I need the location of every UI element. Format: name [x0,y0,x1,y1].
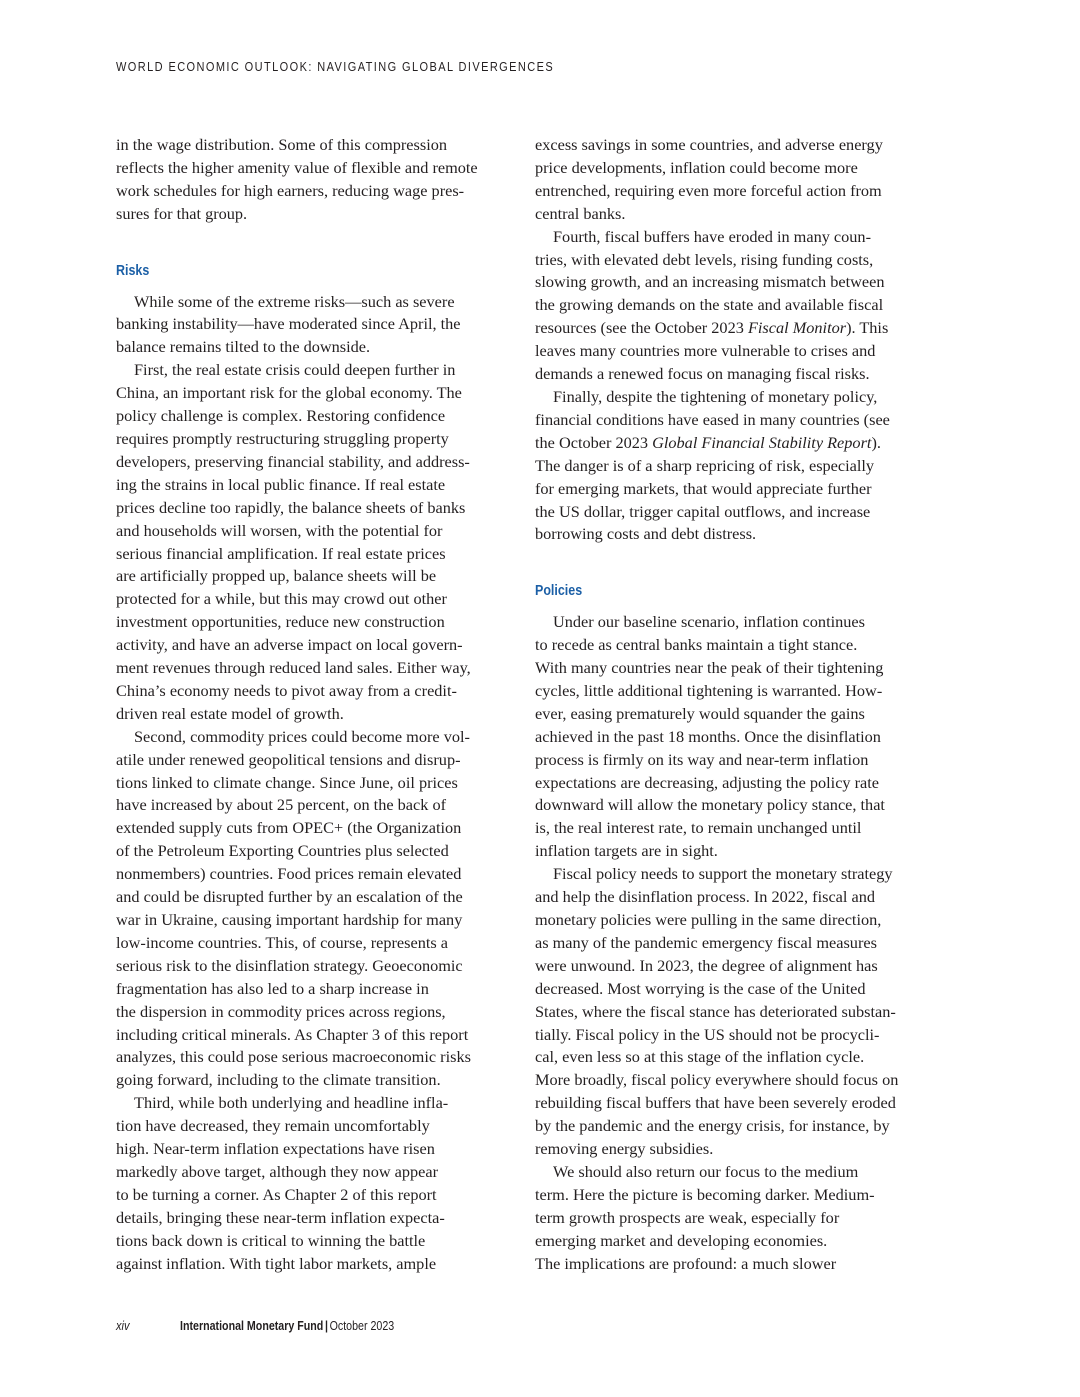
paragraph-policy-baseline [535,611,927,863]
text-line: ever, easing prematurely would squander the gains [535,703,865,723]
paragraph-policy-medium-term [535,1161,927,1276]
text-line: While some of the extreme risks—such as severe [134,291,455,311]
text-line: decreased. Most worrying is the case of the United [535,978,866,998]
text-line: to be turning a corner. As Chapter 2 of this report [116,1184,437,1204]
text-line: banking instability—have moderated since April, the [116,314,461,334]
text-line: is, the real interest rate, to remain unchanged until [535,818,862,838]
text-line: leaves many countries more vulnerable to crises and [535,341,876,361]
text-line: developers, preserving financial stability, and address- [116,451,470,471]
publication-title-gfsr: Global Financial Stability Report [652,432,872,452]
text-line: driven real estate model of growth. [116,703,344,723]
text-line: tion have decreased, they remain uncomfortably [116,1116,430,1136]
text-line: tries, with elevated debt levels, rising funding costs, [535,249,874,269]
text-line: analyzes, this could pose serious macroeconomic risks [116,1047,471,1067]
text-line: process is firmly on its way and near-term inflation [535,749,869,769]
paragraph-risk-third [116,1092,508,1275]
paragraph-risks-overview [116,291,508,360]
section-heading-risks: Risks [116,262,150,279]
text-line: high. Near-term inflation expectations have risen [116,1139,435,1159]
publisher-name: International Monetary Fund [180,1318,324,1333]
text-line: term growth prospects are weak, especially for [535,1207,840,1227]
text-line: tions linked to climate change. Since June, oil prices [116,772,458,792]
paragraph-risk-fourth [535,226,927,386]
publication-date: October 2023 [329,1318,395,1333]
text-line: borrowing costs and debt distress. [535,524,757,544]
text-fragment: ). This [846,318,889,338]
text-line: requires promptly restructuring struggling property [116,428,449,448]
text-line: Fiscal policy needs to support the monetary strategy [553,864,893,884]
right-column [535,134,927,1276]
text-line: slowing growth, and an increasing mismatch between [535,272,885,292]
text-line: details, bringing these near-term inflation expecta- [116,1207,445,1227]
text-line: tions back down is critical to winning the battle [116,1230,426,1250]
text-line: Under our baseline scenario, inflation continues [553,612,865,632]
text-line: inflation targets are in sight. [535,841,718,861]
text-line: More broadly, fiscal policy everywhere should focus on [535,1070,899,1090]
text-line: war in Ukraine, causing important hardship for many [116,910,463,929]
text-line: First, the real estate crisis could deepen further in [134,360,456,380]
text-line: the growing demands on the state and available fiscal [535,295,884,315]
text-line: The implications are profound: a much slower [535,1253,837,1273]
paragraph-continuation [535,134,927,226]
text-fragment: ). [871,432,881,452]
intro-paragraph [116,134,508,226]
text-line: central banks. [535,203,626,223]
text-line: policy challenge is complex. Restoring confidence [116,406,446,426]
text-line: monetary policies were pulling in the same direction, [535,910,882,929]
text-line: protected for a while, but this may crowd out other [116,589,447,609]
text-line: are artificially propped up, balance sheets will be [116,566,437,586]
text-line: against inflation. With tight labor markets, ample [116,1253,437,1273]
text-line: and could be disrupted further by an escalation of the [116,887,463,907]
footer-separator: | [324,1318,328,1333]
text-line: downward will allow the monetary policy stance, that [535,795,885,815]
paragraph-risk-finally [535,386,927,546]
text-line: nonmembers) countries. Food prices remain elevated [116,864,462,884]
footer-publication-line [180,1318,394,1333]
text-line: atile under renewed geopolitical tensions and disrup- [116,749,461,769]
text-line: States, where the fiscal stance has deteriorated substan- [535,1001,896,1021]
text-line: expectations are decreasing, adjusting the policy rate [535,772,880,792]
text-fragment: the October 2023 [535,432,653,452]
text-line: fragmentation has also led to a sharp increase in [116,978,429,998]
text-line: excess savings in some countries, and adverse energy [535,135,883,154]
text-line: activity, and have an adverse impact on local govern- [116,635,463,655]
text-line: extended supply cuts from OPEC+ (the Organization [116,818,462,838]
text-line: going forward, including to the climate transition. [116,1070,441,1090]
text-line: cal, even less so at this stage of the inflation cycle. [535,1047,865,1067]
text-line: The danger is of a sharp repricing of risk, especially [535,455,875,475]
text-line: Third, while both underlying and headline infla- [134,1093,449,1113]
running-head: WORLD ECONOMIC OUTLOOK: NAVIGATING GLOBAL DIVERGENCES [116,60,555,74]
text-line: in the wage distribution. Some of this compression [116,135,448,154]
text-line: the dispersion in commodity prices across regions, [116,1001,446,1021]
left-column [116,134,508,1276]
text-line: demands a renewed focus on managing fiscal risks. [535,364,870,384]
text-line: for emerging markets, that would appreciate further [535,478,872,498]
paragraph-risk-first [116,359,508,726]
text-line: sures for that group. [116,203,248,223]
text-line: balance remains tilted to the downside. [116,337,371,357]
paragraph-policy-fiscal [535,863,927,1161]
page-footer [116,1318,441,1333]
text-line [535,432,927,455]
text-line: the US dollar, trigger capital outflows, and increase [535,501,871,521]
text-fragment: resources (see the October 2023 [535,318,748,338]
text-line: Second, commodity prices could become more vol- [134,726,470,746]
text-line: cycles, little additional tightening is warranted. How- [535,680,883,700]
text-line: Finally, despite the tightening of monetary policy, [553,386,878,406]
text-line: China’s economy needs to pivot away from a credit- [116,680,457,700]
text-line: rebuilding fiscal buffers that have been severely eroded [535,1093,896,1113]
text-line: and households will worsen, with the potential for [116,520,443,540]
text-line: tially. Fiscal policy in the US should not be procycli- [535,1024,880,1044]
text-line: removing energy subsidies. [535,1139,714,1159]
text-line: low-income countries. This, of course, represents a [116,932,449,952]
text-line: Fourth, fiscal buffers have eroded in many coun- [553,226,871,246]
text-line: by the pandemic and the energy crisis, for instance, by [535,1116,890,1136]
publication-title-fiscal-monitor: Fiscal Monitor [747,318,847,338]
text-line: entrenched, requiring even more forceful action from [535,180,882,200]
text-line: financial conditions have eased in many countries (see [535,409,890,429]
text-line: of the Petroleum Exporting Countries plus selected [116,841,449,861]
text-line: to recede as central banks maintain a tight stance. [535,635,858,655]
text-line: We should also return our focus to the medium [553,1161,859,1181]
text-line: have increased by about 25 percent, on the back of [116,795,447,815]
text-line: as many of the pandemic emergency fiscal measures [535,932,877,952]
section-heading-policies: Policies [535,583,583,600]
text-line: ing the strains in local public finance. If real estate [116,474,446,494]
text-line: China, an important risk for the global economy. The [116,383,462,403]
text-line: serious risk to the disinflation strategy. Geoeconomic [116,955,463,975]
paragraph-risk-second [116,726,508,1093]
text-line: markedly above target, although they now appear [116,1161,439,1181]
text-line: achieved in the past 18 months. Once the disinflation [535,726,881,746]
text-line: serious financial amplification. If real estate prices [116,543,446,563]
text-line: prices decline too rapidly, the balance sheets of banks [116,497,466,517]
text-line: work schedules for high earners, reducing wage pres- [116,180,465,200]
text-line: ment revenues through reduced land sales. Either way, [116,658,471,678]
page-number: xiv [116,1318,130,1333]
text-line: investment opportunities, reduce new construction [116,612,445,632]
text-line: emerging market and developing economies. [535,1230,828,1250]
text-line: term. Here the picture is becoming darker. Medium- [535,1184,875,1204]
text-line: were unwound. In 2023, the degree of alignment has [535,955,878,975]
text-line: With many countries near the peak of their tightening [535,658,884,678]
text-line: price developments, inflation could become more [535,157,858,177]
text-line: including critical minerals. As Chapter 3 of this report [116,1024,469,1044]
text-line: reflects the higher amenity value of flexible and remote [116,157,478,177]
text-line: and help the disinflation process. In 2022, fiscal and [535,887,876,907]
text-line [535,317,927,340]
